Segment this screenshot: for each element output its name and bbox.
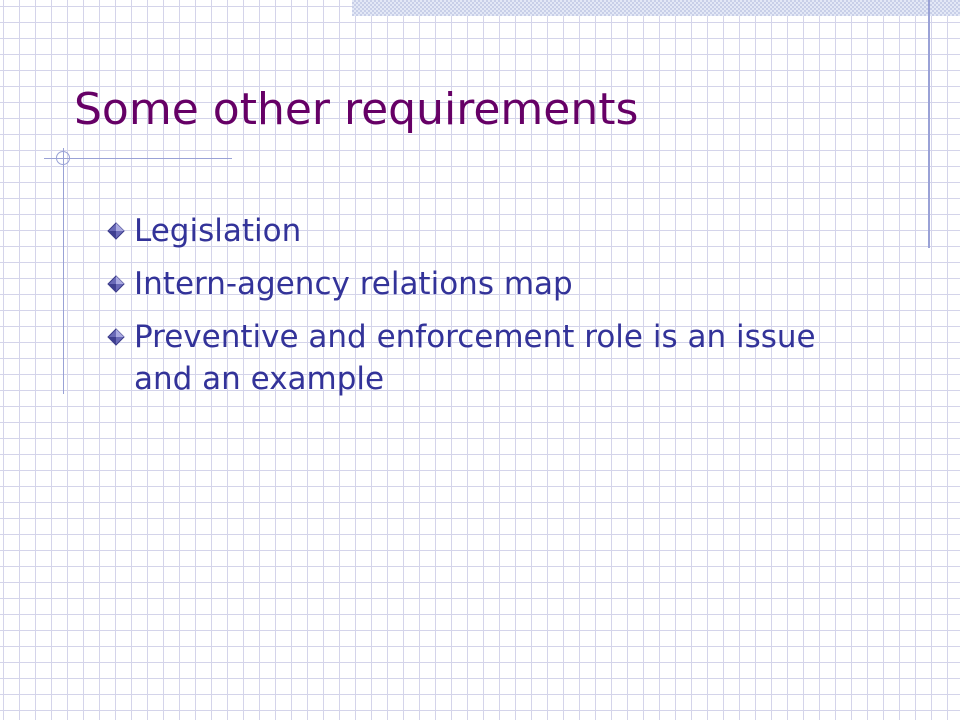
slide-title: Some other requirements [74, 84, 639, 135]
bullet-item-legislation [102, 210, 882, 252]
decorative-left-vertical-line [63, 148, 64, 394]
diamond-bullet-icon [107, 222, 125, 240]
decorative-title-underline [44, 158, 232, 159]
diamond-bullet-icon [107, 328, 125, 346]
decorative-right-vertical-line [928, 0, 930, 248]
bullet-item-relations-map [102, 263, 882, 305]
decorative-top-band [352, 0, 960, 16]
bullet-text: Preventive and enforcement role is an issue and an example [134, 319, 816, 397]
diamond-bullet-icon [107, 275, 125, 293]
decorative-ring-icon [56, 151, 70, 165]
bullet-list [102, 210, 882, 411]
bullet-text: Intern-agency relations map [134, 266, 573, 302]
bullet-text: Legislation [134, 213, 302, 249]
bullet-item-preventive-role [102, 316, 882, 400]
